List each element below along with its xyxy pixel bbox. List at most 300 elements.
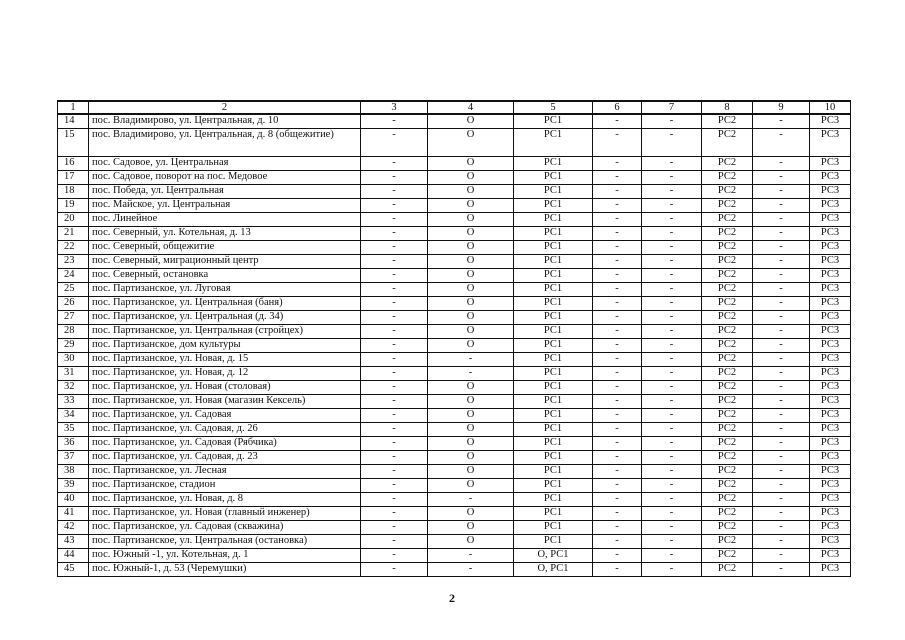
table-row	[58, 507, 851, 521]
table-cell: -	[642, 535, 702, 549]
table-cell: О	[428, 451, 514, 465]
table-cell: -	[753, 297, 810, 311]
table-cell: -	[753, 535, 810, 549]
row-number-cell: 16	[58, 157, 89, 171]
table-cell: -	[361, 339, 428, 353]
table-cell: -	[753, 255, 810, 269]
table-cell: РС1	[514, 521, 593, 535]
row-number-cell: 26	[58, 297, 89, 311]
table-cell: -	[593, 241, 642, 255]
table-cell: -	[593, 493, 642, 507]
table-cell: -	[642, 451, 702, 465]
table-cell: РС3	[810, 507, 851, 521]
column-header: 1	[58, 101, 89, 114]
table-cell: -	[642, 367, 702, 381]
row-number-cell: 32	[58, 381, 89, 395]
table-cell: -	[642, 563, 702, 577]
table-cell: РС3	[810, 227, 851, 241]
table-cell: О, РС1	[514, 549, 593, 563]
table-cell: РС1	[514, 353, 593, 367]
table-cell: -	[642, 423, 702, 437]
table-cell: РС1	[514, 185, 593, 199]
table-cell: -	[593, 199, 642, 213]
row-number-cell: 36	[58, 437, 89, 451]
table-cell: РС2	[702, 185, 753, 199]
table-cell: О	[428, 395, 514, 409]
table-cell: РС2	[702, 381, 753, 395]
address-cell: пос. Партизанское, ул. Новая, д. 15	[89, 353, 361, 367]
table-row	[58, 185, 851, 199]
table-cell: -	[593, 157, 642, 171]
table-cell: РС2	[702, 129, 753, 157]
table-row	[58, 255, 851, 269]
table-cell: -	[753, 563, 810, 577]
table-cell: -	[361, 423, 428, 437]
column-header: 7	[642, 101, 702, 114]
table-cell: -	[361, 255, 428, 269]
table-row	[58, 479, 851, 493]
address-cell: пос. Партизанское, ул. Лесная	[89, 465, 361, 479]
table-row	[58, 241, 851, 255]
table-cell: РС1	[514, 395, 593, 409]
table-cell: РС3	[810, 199, 851, 213]
table-cell: -	[753, 283, 810, 297]
table-cell: РС1	[514, 129, 593, 157]
table-cell: РС1	[514, 437, 593, 451]
row-number-cell: 28	[58, 325, 89, 339]
table-cell: -	[642, 269, 702, 283]
table-cell: О	[428, 381, 514, 395]
table-cell: О	[428, 269, 514, 283]
table-cell: -	[753, 493, 810, 507]
column-header: 9	[753, 101, 810, 114]
row-number-cell: 40	[58, 493, 89, 507]
table-cell: РС3	[810, 283, 851, 297]
table-row	[58, 381, 851, 395]
table-cell: РС3	[810, 521, 851, 535]
table-cell: -	[642, 465, 702, 479]
row-number-cell: 24	[58, 269, 89, 283]
table-cell: РС3	[810, 395, 851, 409]
table-cell: РС1	[514, 171, 593, 185]
column-header: 8	[702, 101, 753, 114]
table-cell: -	[361, 507, 428, 521]
address-cell: пос. Партизанское, ул. Луговая	[89, 283, 361, 297]
table-row	[58, 129, 851, 157]
table-cell: РС1	[514, 311, 593, 325]
address-cell: пос. Южный-1, д. 53 (Черемушки)	[89, 563, 361, 577]
table-cell: РС1	[514, 423, 593, 437]
table-cell: РС1	[514, 367, 593, 381]
table-cell: -	[753, 507, 810, 521]
table-row	[58, 157, 851, 171]
table-row	[58, 353, 851, 367]
table-cell: РС3	[810, 549, 851, 563]
table-cell: РС2	[702, 437, 753, 451]
table-cell: -	[753, 521, 810, 535]
table-cell: РС2	[702, 339, 753, 353]
table-cell: -	[593, 507, 642, 521]
address-cell: пос. Партизанское, ул. Садовая (скважина)	[89, 521, 361, 535]
row-number-cell: 44	[58, 549, 89, 563]
table-cell: РС2	[702, 521, 753, 535]
table-cell: РС2	[702, 297, 753, 311]
table-row	[58, 227, 851, 241]
table-cell: -	[642, 395, 702, 409]
table-cell: -	[753, 213, 810, 227]
table-row	[58, 409, 851, 423]
table-cell: РС3	[810, 479, 851, 493]
table-cell: -	[642, 353, 702, 367]
table-row	[58, 339, 851, 353]
table-cell: -	[593, 129, 642, 157]
table-cell: РС3	[810, 241, 851, 255]
row-number-cell: 39	[58, 479, 89, 493]
table-cell: РС2	[702, 409, 753, 423]
table-cell: О	[428, 227, 514, 241]
table-cell: РС3	[810, 185, 851, 199]
table-cell: -	[753, 199, 810, 213]
table-cell: -	[593, 381, 642, 395]
table-cell: -	[593, 451, 642, 465]
table-cell: -	[753, 479, 810, 493]
address-cell: пос. Северный, миграционный центр	[89, 255, 361, 269]
address-cell: пос. Северный, остановка	[89, 269, 361, 283]
table-cell: РС2	[702, 493, 753, 507]
table-cell: -	[361, 213, 428, 227]
table-cell: -	[361, 241, 428, 255]
table-cell: РС3	[810, 213, 851, 227]
table-cell: РС3	[810, 269, 851, 283]
table-cell: РС3	[810, 297, 851, 311]
table-cell: РС1	[514, 507, 593, 521]
table-cell: О	[428, 171, 514, 185]
address-cell: пос. Партизанское, ул. Центральная (остановка)	[89, 535, 361, 549]
table-cell: -	[361, 185, 428, 199]
table-cell: -	[593, 521, 642, 535]
row-number-cell: 31	[58, 367, 89, 381]
table-cell: РС2	[702, 507, 753, 521]
table-cell: О	[428, 283, 514, 297]
table-cell: -	[642, 185, 702, 199]
address-cell: пос. Майское, ул. Центральная	[89, 199, 361, 213]
table-cell: РС1	[514, 381, 593, 395]
column-header: 10	[810, 101, 851, 114]
table-cell: -	[753, 395, 810, 409]
table-cell: РС3	[810, 563, 851, 577]
table-cell: РС2	[702, 255, 753, 269]
table-cell: -	[593, 479, 642, 493]
table-cell: -	[642, 171, 702, 185]
table-cell: -	[361, 479, 428, 493]
address-cell: пос. Партизанское, ул. Центральная (д. 34)	[89, 311, 361, 325]
table-cell: РС1	[514, 479, 593, 493]
table-cell: О	[428, 241, 514, 255]
table-cell: РС1	[514, 199, 593, 213]
table-cell: -	[753, 549, 810, 563]
table-cell: -	[593, 311, 642, 325]
table-cell: -	[361, 451, 428, 465]
table-cell: -	[428, 353, 514, 367]
table-row	[58, 297, 851, 311]
table-cell: РС1	[514, 213, 593, 227]
table-cell: -	[593, 353, 642, 367]
table-cell: -	[642, 311, 702, 325]
table-cell: О	[428, 157, 514, 171]
table-body	[58, 114, 851, 577]
table-cell: О	[428, 297, 514, 311]
row-number-cell: 19	[58, 199, 89, 213]
row-number-cell: 23	[58, 255, 89, 269]
table-cell: О	[428, 255, 514, 269]
table-cell: РС1	[514, 255, 593, 269]
table-cell: -	[361, 227, 428, 241]
table-cell: -	[753, 451, 810, 465]
table-cell: -	[642, 325, 702, 339]
row-number-cell: 34	[58, 409, 89, 423]
address-cell: пос. Партизанское, стадион	[89, 479, 361, 493]
table-cell: -	[593, 227, 642, 241]
table-cell: О	[428, 185, 514, 199]
row-number-cell: 20	[58, 213, 89, 227]
table-cell: -	[642, 549, 702, 563]
table-row	[58, 521, 851, 535]
table-row	[58, 465, 851, 479]
table-row	[58, 493, 851, 507]
table-cell: РС2	[702, 241, 753, 255]
table-cell: РС1	[514, 451, 593, 465]
row-number-cell: 35	[58, 423, 89, 437]
table-cell: -	[642, 479, 702, 493]
table-cell: О	[428, 423, 514, 437]
table-cell: РС3	[810, 129, 851, 157]
table-cell: -	[753, 114, 810, 129]
table-cell: -	[753, 353, 810, 367]
table-cell: -	[753, 269, 810, 283]
table-cell: РС2	[702, 353, 753, 367]
address-cell: пос. Победа, ул. Центральная	[89, 185, 361, 199]
table-cell: -	[593, 114, 642, 129]
table-cell: РС3	[810, 409, 851, 423]
table-row	[58, 437, 851, 451]
table-cell: О	[428, 339, 514, 353]
table-cell: -	[753, 339, 810, 353]
table-cell: О	[428, 199, 514, 213]
row-number-cell: 17	[58, 171, 89, 185]
row-number-cell: 30	[58, 353, 89, 367]
address-cell: пос. Партизанское, ул. Центральная (стройцех)	[89, 325, 361, 339]
table-cell: РС3	[810, 311, 851, 325]
table-cell: -	[642, 255, 702, 269]
column-header: 4	[428, 101, 514, 114]
table-cell: -	[361, 297, 428, 311]
table-cell: -	[593, 367, 642, 381]
table-cell: -	[593, 213, 642, 227]
table-cell: РС2	[702, 479, 753, 493]
table-cell: -	[361, 535, 428, 549]
address-cell: пос. Северный, ул. Котельная, д. 13	[89, 227, 361, 241]
table-cell: -	[361, 311, 428, 325]
table-cell: -	[361, 563, 428, 577]
table-cell: -	[753, 227, 810, 241]
table-cell: -	[361, 325, 428, 339]
table-row	[58, 563, 851, 577]
table-cell: -	[642, 493, 702, 507]
table-row	[58, 269, 851, 283]
table-cell: РС1	[514, 241, 593, 255]
table-cell: О, РС1	[514, 563, 593, 577]
table-cell: РС3	[810, 493, 851, 507]
address-cell: пос. Партизанское, ул. Садовая, д. 23	[89, 451, 361, 465]
table-cell: -	[361, 283, 428, 297]
row-number-cell: 45	[58, 563, 89, 577]
table-cell: -	[642, 157, 702, 171]
table-cell: -	[361, 199, 428, 213]
table-cell: О	[428, 311, 514, 325]
table-cell: -	[753, 409, 810, 423]
table-cell: РС2	[702, 325, 753, 339]
table-cell: РС3	[810, 465, 851, 479]
table-cell: РС2	[702, 157, 753, 171]
table-cell: -	[593, 171, 642, 185]
table-cell: -	[642, 381, 702, 395]
table-cell: РС3	[810, 381, 851, 395]
table-cell: -	[642, 283, 702, 297]
address-cell: пос. Партизанское, ул. Новая (магазин Кексель)	[89, 395, 361, 409]
table-cell: -	[753, 171, 810, 185]
table-cell: О	[428, 507, 514, 521]
table-cell: -	[642, 129, 702, 157]
table-cell: -	[361, 521, 428, 535]
table-row	[58, 114, 851, 129]
table-cell: РС1	[514, 297, 593, 311]
table-cell: -	[361, 465, 428, 479]
address-cell: пос. Партизанское, дом культуры	[89, 339, 361, 353]
address-cell: пос. Владимирово, ул. Центральная, д. 10	[89, 114, 361, 129]
table-cell: О	[428, 213, 514, 227]
table-cell: РС3	[810, 535, 851, 549]
page-number: 2	[449, 591, 455, 605]
table-cell: РС2	[702, 227, 753, 241]
table-cell: РС1	[514, 114, 593, 129]
table-row	[58, 451, 851, 465]
address-cell: пос. Линейное	[89, 213, 361, 227]
table-cell: -	[593, 339, 642, 353]
table-cell: -	[642, 297, 702, 311]
table-cell: РС1	[514, 325, 593, 339]
table-row	[58, 311, 851, 325]
table-cell: О	[428, 535, 514, 549]
table-cell: О	[428, 465, 514, 479]
table-cell: -	[361, 171, 428, 185]
row-number-cell: 29	[58, 339, 89, 353]
address-cell: пос. Партизанское, ул. Центральная (баня)	[89, 297, 361, 311]
table-cell: РС3	[810, 325, 851, 339]
table-header-row	[58, 101, 851, 114]
table-cell: РС1	[514, 465, 593, 479]
row-number-cell: 25	[58, 283, 89, 297]
table-cell: -	[593, 409, 642, 423]
table-cell: РС3	[810, 437, 851, 451]
address-cell: пос. Садовое, поворот на пос. Медовое	[89, 171, 361, 185]
table-cell: -	[753, 129, 810, 157]
column-header: 6	[593, 101, 642, 114]
table-cell: -	[361, 129, 428, 157]
table-row	[58, 325, 851, 339]
table-cell: -	[642, 339, 702, 353]
row-number-cell: 43	[58, 535, 89, 549]
table-cell: -	[428, 493, 514, 507]
table-cell: О	[428, 479, 514, 493]
row-number-cell: 21	[58, 227, 89, 241]
table-cell: -	[753, 311, 810, 325]
table-cell: -	[361, 157, 428, 171]
address-cell: пос. Партизанское, ул. Новая, д. 8	[89, 493, 361, 507]
table-cell: РС1	[514, 493, 593, 507]
table-cell: -	[361, 395, 428, 409]
row-number-cell: 22	[58, 241, 89, 255]
table-cell: РС1	[514, 227, 593, 241]
table-cell: -	[361, 269, 428, 283]
table-cell: -	[642, 437, 702, 451]
table-cell: О	[428, 325, 514, 339]
table-cell: -	[753, 465, 810, 479]
data-table	[57, 100, 851, 577]
table-cell: РС3	[810, 171, 851, 185]
address-cell: пос. Партизанское, ул. Новая, д. 12	[89, 367, 361, 381]
table-cell: -	[593, 563, 642, 577]
table-cell: РС2	[702, 563, 753, 577]
table-row	[58, 199, 851, 213]
row-number-cell: 33	[58, 395, 89, 409]
table-cell: -	[361, 437, 428, 451]
table-cell: РС2	[702, 423, 753, 437]
table-cell: -	[593, 255, 642, 269]
table-cell: РС2	[702, 269, 753, 283]
table-cell: -	[593, 549, 642, 563]
table-cell: РС2	[702, 465, 753, 479]
table-cell: РС3	[810, 367, 851, 381]
table-cell: -	[361, 549, 428, 563]
address-cell: пос. Южный -1, ул. Котельная, д. 1	[89, 549, 361, 563]
table-row	[58, 213, 851, 227]
table-cell: РС3	[810, 451, 851, 465]
table-cell: -	[753, 381, 810, 395]
table-cell: -	[593, 465, 642, 479]
table-row	[58, 549, 851, 563]
table-cell: -	[593, 185, 642, 199]
table-cell: -	[642, 507, 702, 521]
table-cell: РС2	[702, 213, 753, 227]
address-cell: пос. Садовое, ул. Центральная	[89, 157, 361, 171]
table-cell: РС1	[514, 339, 593, 353]
table-cell: О	[428, 521, 514, 535]
table-cell: РС2	[702, 171, 753, 185]
table-cell: -	[593, 325, 642, 339]
table-cell: -	[753, 157, 810, 171]
address-cell: пос. Владимирово, ул. Центральная, д. 8 (общежитие)	[89, 129, 361, 157]
row-number-cell: 37	[58, 451, 89, 465]
table-cell: -	[361, 409, 428, 423]
table-cell: -	[753, 367, 810, 381]
row-number-cell: 14	[58, 114, 89, 129]
table-cell: -	[642, 409, 702, 423]
table-cell: РС2	[702, 549, 753, 563]
table-cell: -	[753, 423, 810, 437]
table-cell: -	[593, 283, 642, 297]
row-number-cell: 41	[58, 507, 89, 521]
address-cell: пос. Партизанское, ул. Садовая	[89, 409, 361, 423]
